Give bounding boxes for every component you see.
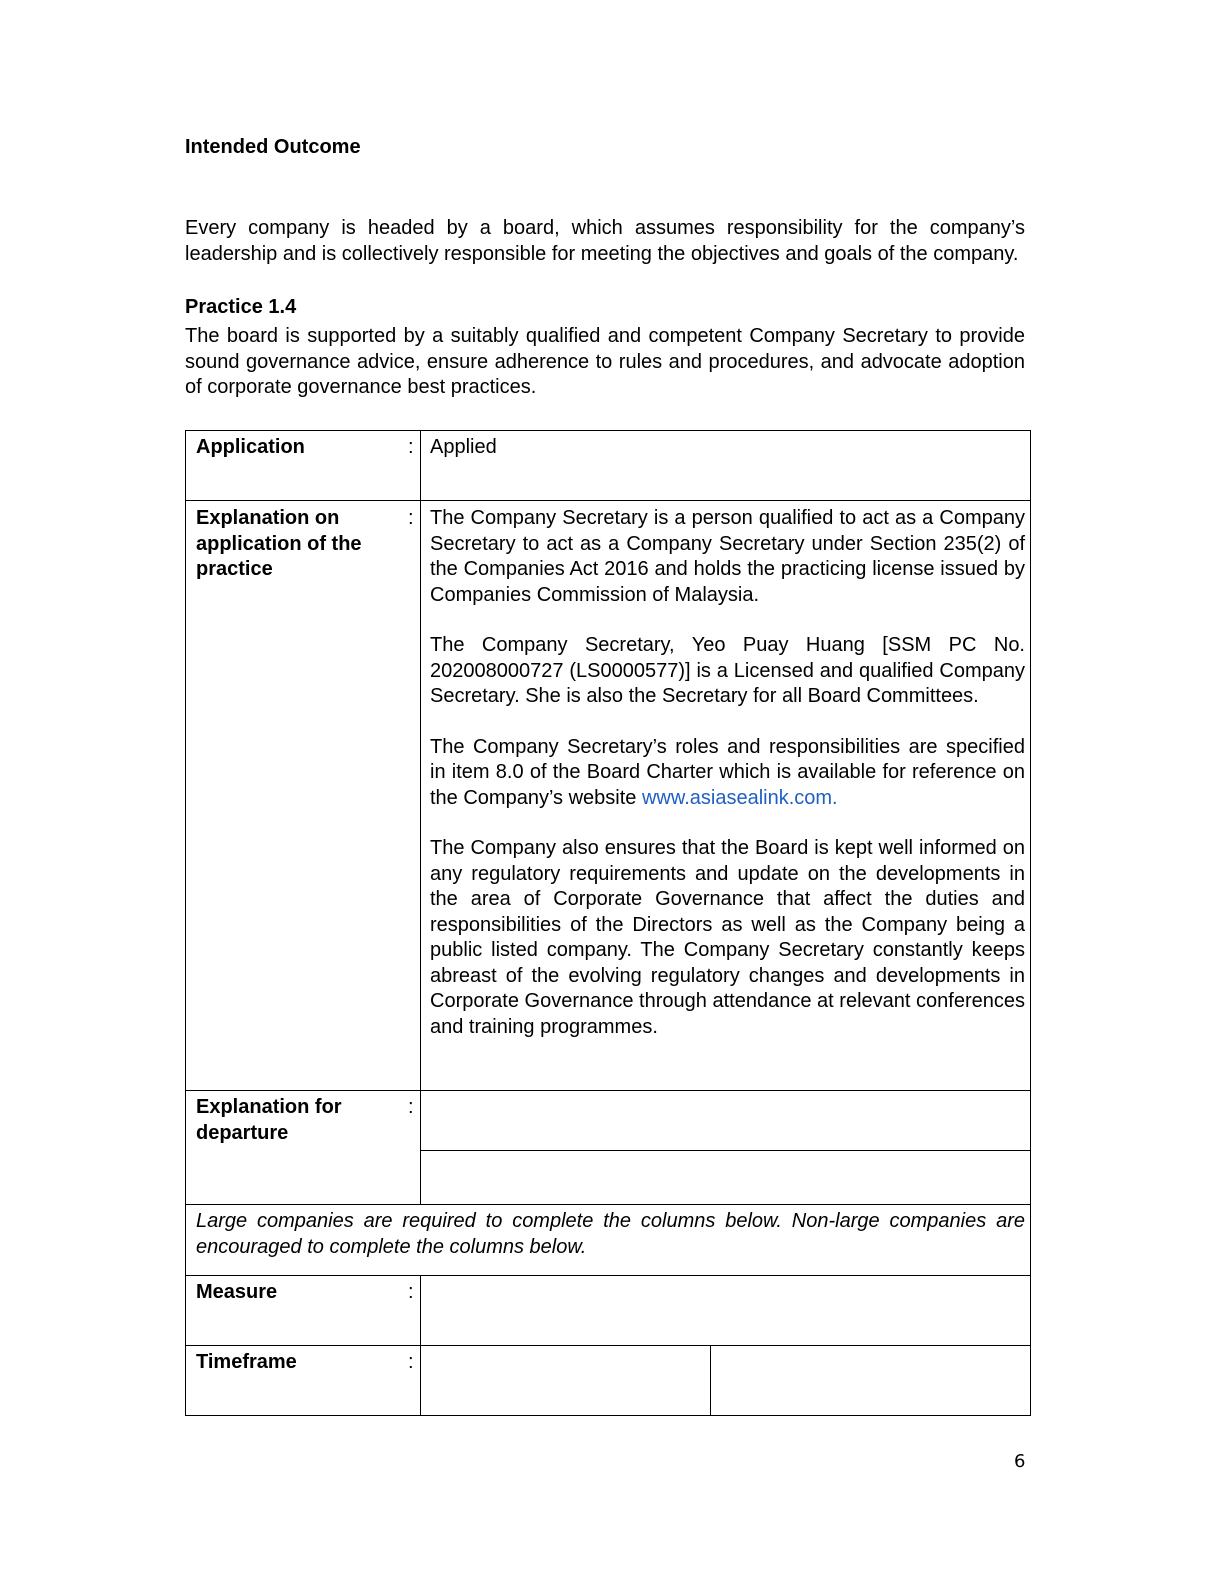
practice-text: The board is supported by a suitably qualified and competent Company Secretary to provide sound governance advice, ensure adherence to rules and procedures, and advocate adoption of corporate governance best practices. bbox=[185, 325, 1025, 398]
page-number: 6 bbox=[1014, 1451, 1026, 1472]
row-divider bbox=[185, 1204, 1031, 1205]
timeframe-split-divider bbox=[710, 1345, 711, 1416]
timeframe-label: Timeframe bbox=[196, 1351, 297, 1373]
table-border-left bbox=[185, 430, 186, 1416]
application-label: Application bbox=[196, 436, 305, 458]
measure-colon: : bbox=[408, 1281, 414, 1303]
explanation-paragraph-2: The Company Secretary, Yeo Puay Huang [SSM PC No. 202008000727 (LS0000577)] is a Licensed and qualified Company Secretary. She is also the Secretary for all Board Committees. bbox=[430, 634, 1025, 707]
explanation-text bbox=[430, 506, 1025, 1040]
departure-colon: : bbox=[408, 1096, 414, 1118]
table-border-top bbox=[185, 430, 1031, 431]
explanation-paragraph-4: The Company also ensures that the Board is kept well informed on any regulatory requirements and update on the developments in the area of Corporate Governance that affect the duties and responsibilities of the Directors as well as the Company being a public listed company. The Company Secretary constantly keeps abreast of the evolving regulatory changes and developments in Corporate Governance through attendance at relevant conferences and training programmes. bbox=[430, 837, 1025, 1038]
table-border-right bbox=[1030, 430, 1031, 1416]
row-divider bbox=[185, 500, 1031, 501]
explanation-label: Explanation on application of the practice bbox=[196, 507, 362, 580]
application-value: Applied bbox=[430, 436, 497, 458]
intended-outcome-text: Every company is headed by a board, which assumes responsibility for the company’s leadership and is collectively responsible for meeting the objectives and goals of the company. bbox=[185, 217, 1025, 265]
row-divider bbox=[185, 1090, 1031, 1091]
departure-inner-divider bbox=[420, 1150, 1031, 1151]
timeframe-colon: : bbox=[408, 1351, 414, 1373]
practice-heading: Practice 1.4 bbox=[185, 296, 297, 318]
table-column-divider bbox=[420, 430, 421, 1204]
application-colon: : bbox=[408, 436, 414, 458]
departure-label: Explanation for departure bbox=[196, 1096, 342, 1144]
row-divider bbox=[185, 1345, 1031, 1346]
table-border-bottom bbox=[185, 1415, 1031, 1416]
measure-label: Measure bbox=[196, 1281, 278, 1303]
row-divider bbox=[185, 1275, 1031, 1276]
explanation-paragraph-3 bbox=[430, 735, 1025, 812]
explanation-paragraph-3-text: The Company Secretary’s roles and responsibilities are specified in item 8.0 of the Board Charter which is available for reference on the Company’s website bbox=[430, 735, 1025, 809]
explanation-colon: : bbox=[408, 507, 414, 529]
large-companies-note: Large companies are required to complete the columns below. Non-large companies are encouraged to complete the columns below. bbox=[196, 1210, 1025, 1258]
company-website-link[interactable]: www.asiasealink.com. bbox=[641, 786, 838, 809]
intended-outcome-heading: Intended Outcome bbox=[185, 136, 361, 158]
explanation-paragraph-1: The Company Secretary is a person qualified to act as a Company Secretary to act as a Company Secretary under Section 235(2) of the Companies Act 2016 and holds the practicing license issued by Companies Commission of Malaysia. bbox=[430, 507, 1025, 606]
